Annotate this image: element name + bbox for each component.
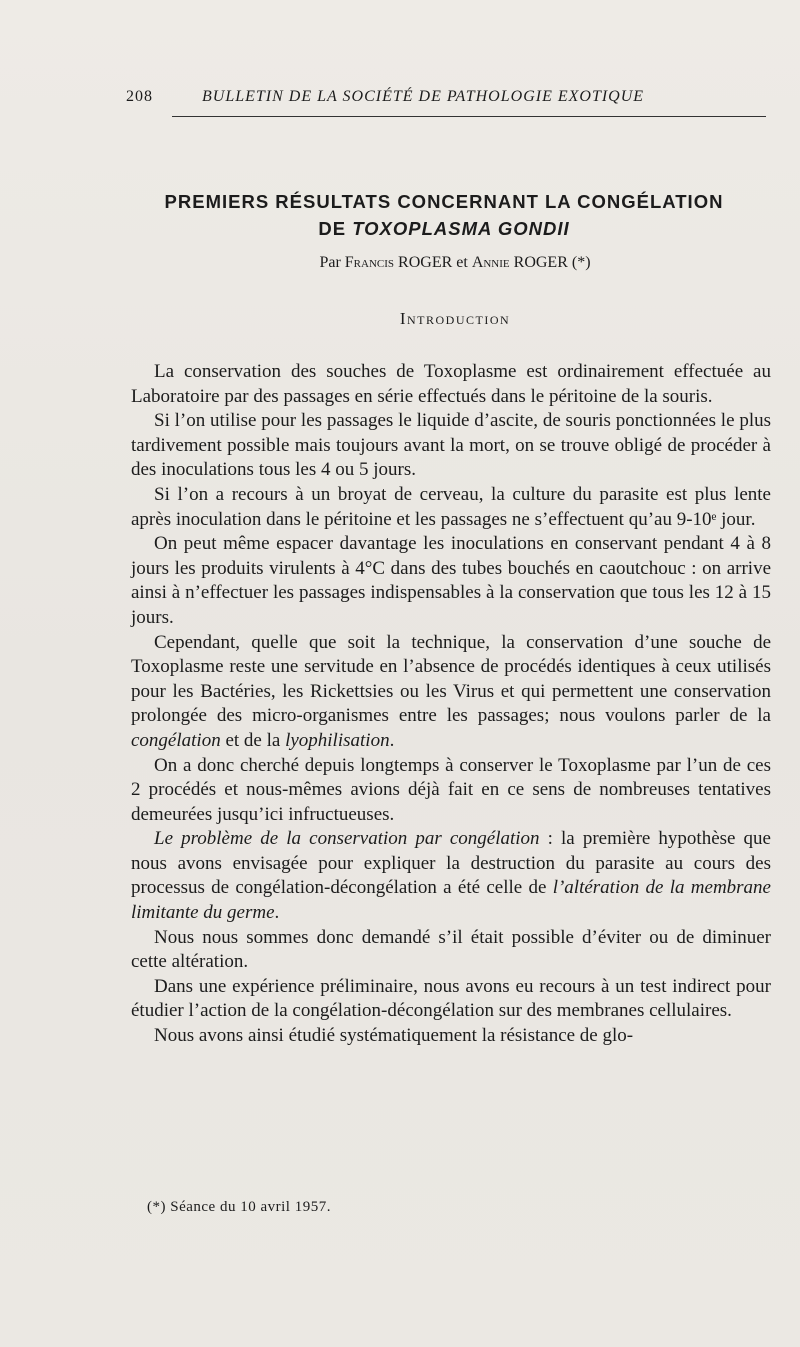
byline-par: Par (319, 254, 341, 271)
paragraph-text: . (274, 902, 280, 924)
paragraph-text: : la première hypothèse que nous avons envisagée pour expliquer la destruction du parasite au cours des processus de congélation-décongélation a été celle de (131, 828, 771, 899)
paragraph: Dans une expérience préliminaire, nous avons eu recours à un test indirect pour étudier l’action de la congélation-décongélation sur des membranes cellulaires. (131, 975, 771, 1022)
emphasis-lyophilisation: lyophilisation (285, 729, 390, 751)
title-prefix: DE (318, 218, 353, 239)
paragraph: Nous nous sommes donc demandé s’il était possible d’éviter ou de diminuer cette altération. (131, 926, 771, 973)
header-rule (172, 116, 766, 117)
emphasis-problem: Le problème de la conservation par congélation (154, 828, 540, 850)
author1-first-name: Francis (344, 254, 395, 271)
paragraph-text: et de la (220, 729, 286, 751)
paragraph: On a donc cherché depuis longtemps à conserver le Toxoplasme par l’un de ces 2 procédés et nous-mêmes avions déjà fait en ce sens de nombreuses tentatives demeurées jusqu’ici infructueuses. (131, 754, 771, 825)
emphasis-congelation: congélation (131, 729, 221, 751)
title-line-1: PREMIERS RÉSULTATS CONCERNANT LA CONGÉLATION (164, 191, 724, 212)
footnote-mark: (*) (571, 254, 591, 271)
author1-last-name: ROGER (398, 254, 453, 271)
article-title (110, 188, 778, 242)
emphasis-membrane: l’altération de la membrane limitante du germe (131, 877, 771, 924)
journal-title: BULLETIN DE LA SOCIÉTÉ DE PATHOLOGIE EXOTIQUE (202, 88, 645, 105)
paragraph: Nous avons ainsi étudié systématiquement la résistance de glo- (154, 1025, 634, 1047)
paragraph: Si l’on utilise pour les passages le liquide d’ascite, de souris ponctionnées le plus tardivement possible mais toujours avant la mort, on se trouve obligé de procéder à des inoculations tous les 4 ou 5 jours. (131, 410, 771, 481)
paragraph-text: . (389, 729, 395, 751)
byline-conjunction: et (456, 254, 468, 271)
author2-first-name: Annie (471, 254, 510, 271)
section-heading: Introduction (399, 309, 511, 328)
paragraph: Si l’on a recours à un broyat de cerveau, la culture du parasite est plus lente après inoculation dans le péritoine et les passages ne s’effectuent qu’au 9-10ᵉ jour. (131, 483, 771, 530)
paragraph (131, 631, 771, 754)
author2-last-name: ROGER (513, 254, 568, 271)
title-species: TOXOPLASMA GONDII (352, 218, 570, 239)
title-line-2 (110, 215, 778, 242)
footnote: (*) Séance du 10 avril 1957. (147, 1199, 331, 1215)
paragraph-text: Cependant, quelle que soit la technique, la conservation d’une souche de Toxoplasme reste une servitude en l’absence de procédés identiques à ceux utilisés pour les Bactéries, les Rickettsies ou les Virus et qui permettent une conservation prolongée des micro-organismes entre les passages; nous voulons parler de la (131, 631, 771, 727)
author-byline (110, 254, 800, 272)
page-number: 208 (126, 88, 153, 105)
paragraph: On peut même espacer davantage les inoculations en conservant pendant 4 à 8 jours les produits virulents à 4°C dans des tubes bouchés en caoutchouc : on arrive ainsi à n’effectuer les passages indispensables à la conservation que tous les 12 à 15 jours. (131, 533, 771, 628)
body-text (131, 360, 771, 1049)
paragraph (131, 827, 771, 925)
paragraph: La conservation des souches de Toxoplasme est ordinairement effectuée au Laboratoire par des passages en série effectués dans le péritoine de la souris. (131, 361, 771, 407)
